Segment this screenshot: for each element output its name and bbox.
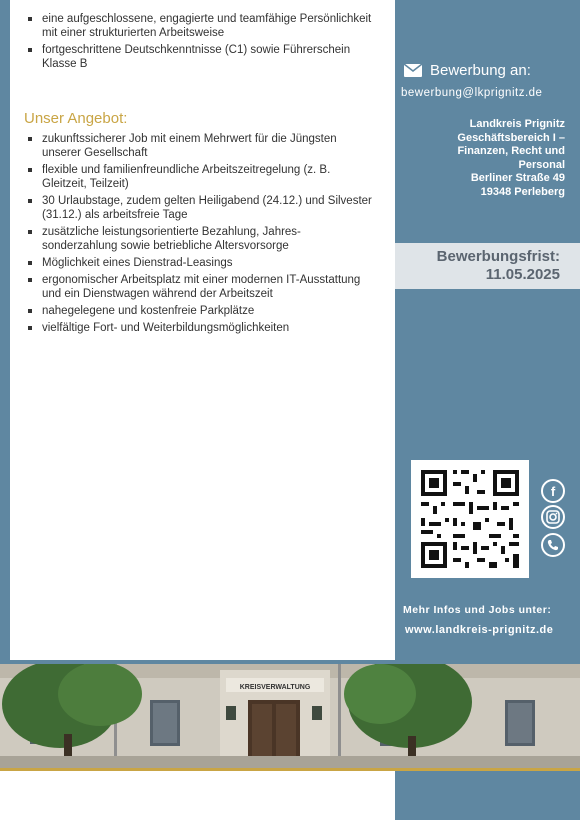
whatsapp-icon[interactable]	[541, 533, 565, 557]
address-line: Landkreis Prignitz	[469, 118, 565, 130]
address-line: Personal	[518, 158, 565, 171]
deadline-label: Bewerbungsfrist:	[436, 248, 560, 265]
address-line: Berliner Straße 49	[470, 172, 565, 184]
instagram-icon[interactable]	[541, 505, 565, 529]
list-item: vielfältige Fort- und Weiterbildungsmöglichkeiten	[26, 321, 376, 335]
list-item: flexible und familienfreundliche Arbeitszeitregelung (z. B. Gleitzeit, Teilzeit)	[26, 163, 376, 191]
deadline-box	[395, 243, 580, 289]
address-line: Finanzen, Recht und	[457, 145, 565, 157]
list-item: zukunftssicherer Job mit einem Mehrwert für die Jüngsten unserer Gesellschaft	[26, 132, 376, 160]
qr-code[interactable]	[411, 460, 529, 578]
address-line: 19348 Perleberg	[480, 185, 565, 198]
list-item: ergonomischer Arbeitsplatz mit einer modernen IT-Ausstattung und ein Dienstwagen während der Arbeitszeit	[26, 273, 376, 301]
apply-heading-text: Bewerbung an:	[430, 62, 531, 79]
envelope-icon	[404, 64, 422, 77]
apply-heading	[404, 62, 574, 79]
more-info-label: Mehr Infos und Jobs unter:	[403, 604, 552, 616]
website-link[interactable]: www.landkreis-prignitz.de	[405, 624, 554, 636]
building-sign: KREISVERWALTUNG	[239, 684, 311, 691]
offer-list	[26, 132, 376, 338]
gold-divider	[0, 768, 580, 771]
building-illustration	[0, 664, 580, 768]
postal-address	[420, 118, 565, 199]
list-item: Möglichkeit eines Dienstrad-Leasings	[26, 256, 376, 270]
list-item: 30 Urlaubstage, zudem gelten Heiligabend (24.12.) und Silvester (31.12.) als arbeitsfreie Tage	[26, 194, 376, 222]
list-item: fortgeschrittene Deutschkenntnisse (C1) sowie Führerschein Klasse B	[26, 43, 376, 71]
instagram-glyph	[546, 510, 560, 524]
requirements-list	[26, 12, 376, 74]
address-line: Geschäftsbereich I –	[457, 131, 565, 144]
phone-glyph	[546, 538, 560, 552]
email-address[interactable]: bewerbung@lkprignitz.de	[401, 87, 543, 99]
offer-heading: Unser Angebot:	[24, 110, 128, 127]
blue-strip-bottom	[395, 770, 580, 820]
deadline-date: 11.05.2025	[485, 266, 560, 283]
list-item: eine aufgeschlossene, engagierte und teamfähige Persönlichkeit mit einer strukturierten Arbeitsweise	[26, 12, 376, 40]
facebook-icon[interactable]: f	[541, 479, 565, 503]
building-photo	[0, 664, 580, 768]
list-item: nahegelegene und kostenfreie Parkplätze	[26, 304, 376, 318]
list-item: zusätzliche leistungsorientierte Bezahlung, Jahres-sonderzahlung sowie betriebliche Altersvorsorge	[26, 225, 376, 253]
